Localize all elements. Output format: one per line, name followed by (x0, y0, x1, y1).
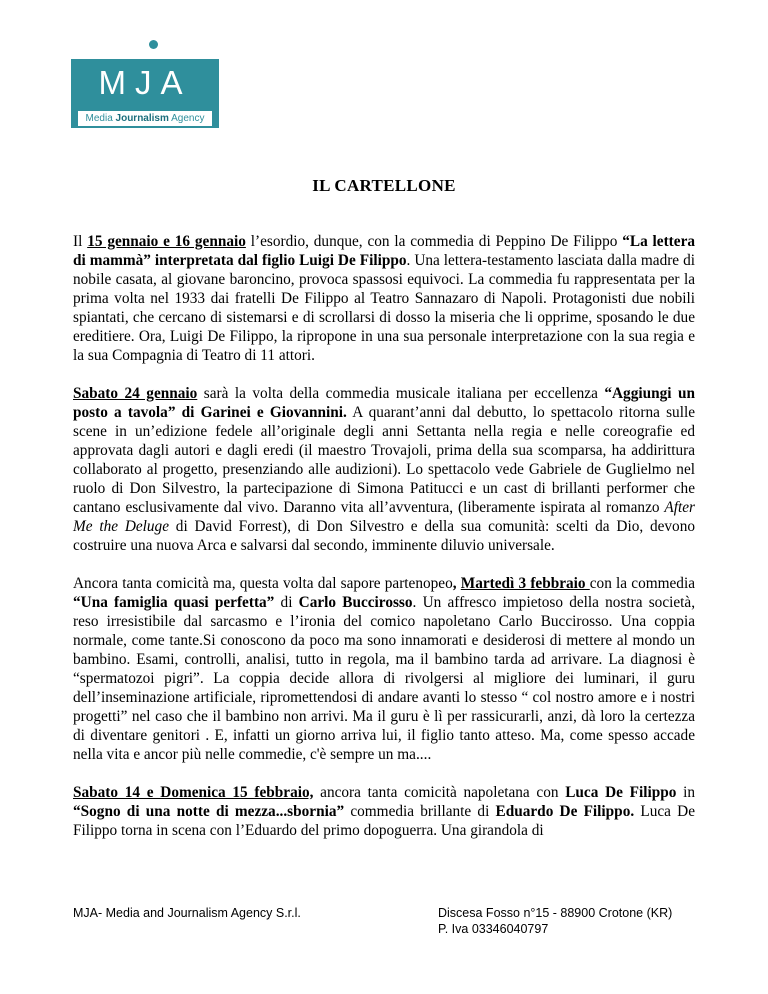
paragraph-2: Sabato 24 gennaio sarà la volta della commedia musicale italiana per eccellenza “Aggiungi un posto a tavola” di Garinei e Giovannini. A quarant’anni dal debutto, lo spettacolo ritorna sulle scene in un’edizione fedele all’originale degli anni Settanta nella regia e nelle coreografie ed approvata dagli autori e dagli eredi (il maestro Trovajoli, prima della sua scomparsa, ha addirittura collaborato al progetto, presenziando alle audizioni). Lo spettacolo vede Gabriele de Guglielmo nel ruolo di Don Silvestro, la partecipazione di Simona Patitucci e un cast di brillanti performer che cantano esclusivamente dal vivo. Daranno vita all’avventura, (liberamente ispirata al romanzo After Me the Deluge di David Forrest), di Don Silvestro e della sua comunità: scelti da Dio, devono costruire una nuova Arca e salvarsi dal secondo, imminente diluvio universale. (73, 385, 696, 554)
logo-letters: MJA (98, 64, 192, 101)
footer-vat-line: P. Iva 03346040797 (438, 922, 549, 936)
logo-tagline-bar (78, 111, 212, 126)
logo-dot (149, 40, 158, 49)
company-logo (71, 38, 219, 128)
paragraph-1: Il 15 gennaio e 16 gennaio l’esordio, dunque, con la commedia di Peppino De Filippo “La lettera di mammà” interpretata dal figlio Luigi De Filippo. Una lettera-testamento lasciata dalla madre di nobile casata, al giovane baroncino, provoca spassosi equivoci. La commedia fu rappresentata per la prima volta nel 1933 dai fratelli De Filippo al Teatro Sannazaro di Napoli. Protagonisti due nobili spiantati, che cercano di sistemarsi e di scrollarsi di dosso la miseria che li opprime, sposando le due ereditiere. Ora, Luigi De Filippo, la ripropone in una sua personale interpretazione con la sua regia e la sua Compagnia di Teatro di 11 attori. (73, 233, 696, 364)
paragraph-3: Ancora tanta comicità ma, questa volta dal sapore partenopeo, Martedì 3 febbraio con la commedia “Una famiglia quasi perfetta” di Carlo Buccirosso. Un affresco impietoso della nostra società, reso irresistibile dal sarcasmo e l’ironia del comico napoletano Carlo Buccirosso. Una coppia normale, come tante.Si conoscono da poco ma sono innamorati e desiderosi di mettere al mondo un bambino. Esami, controlli, analisi, tutto in regola, ma il bambino tarda ad arrivare. La diagnosi è “spermatozoi pigri”. La coppia decide allora di rivolgersi al migliore dei luminari, il guru dell’inseminazione artificiale, ripromettendosi di andare avanti lo stesso “ col nostro amore e i nostri progetti” nel caso che il bambino non arrivi. Ma il guru è lì per rassicurarli, anzi, dà loro la certezza di diventare genitori . E, infatti un giorno arriva lui, il figlio tanto atteso. Ma, come spesso accade nella vita e ancor più nelle commedie, c'è sempre un ma.... (73, 575, 696, 763)
logo-tagline: Media Journalism Agency (85, 113, 205, 124)
paragraph-4: Sabato 14 e Domenica 15 febbraio, ancora tanta comicità napoletana con Luca De Filippo in “Sogno di una notte di mezza...sbornia” commedia brillante di Eduardo De Filippo. Luca De Filippo torna in scena con l’Eduardo del primo dopoguerra. Una girandola di (73, 784, 695, 839)
page-title: IL CARTELLONE (312, 176, 456, 195)
footer-address (438, 905, 672, 937)
footer-address-line: Discesa Fosso n°15 - 88900 Crotone (KR) (438, 906, 673, 920)
footer-company: MJA- Media and Journalism Agency S.r.l. (73, 906, 301, 920)
document-body (73, 232, 695, 859)
